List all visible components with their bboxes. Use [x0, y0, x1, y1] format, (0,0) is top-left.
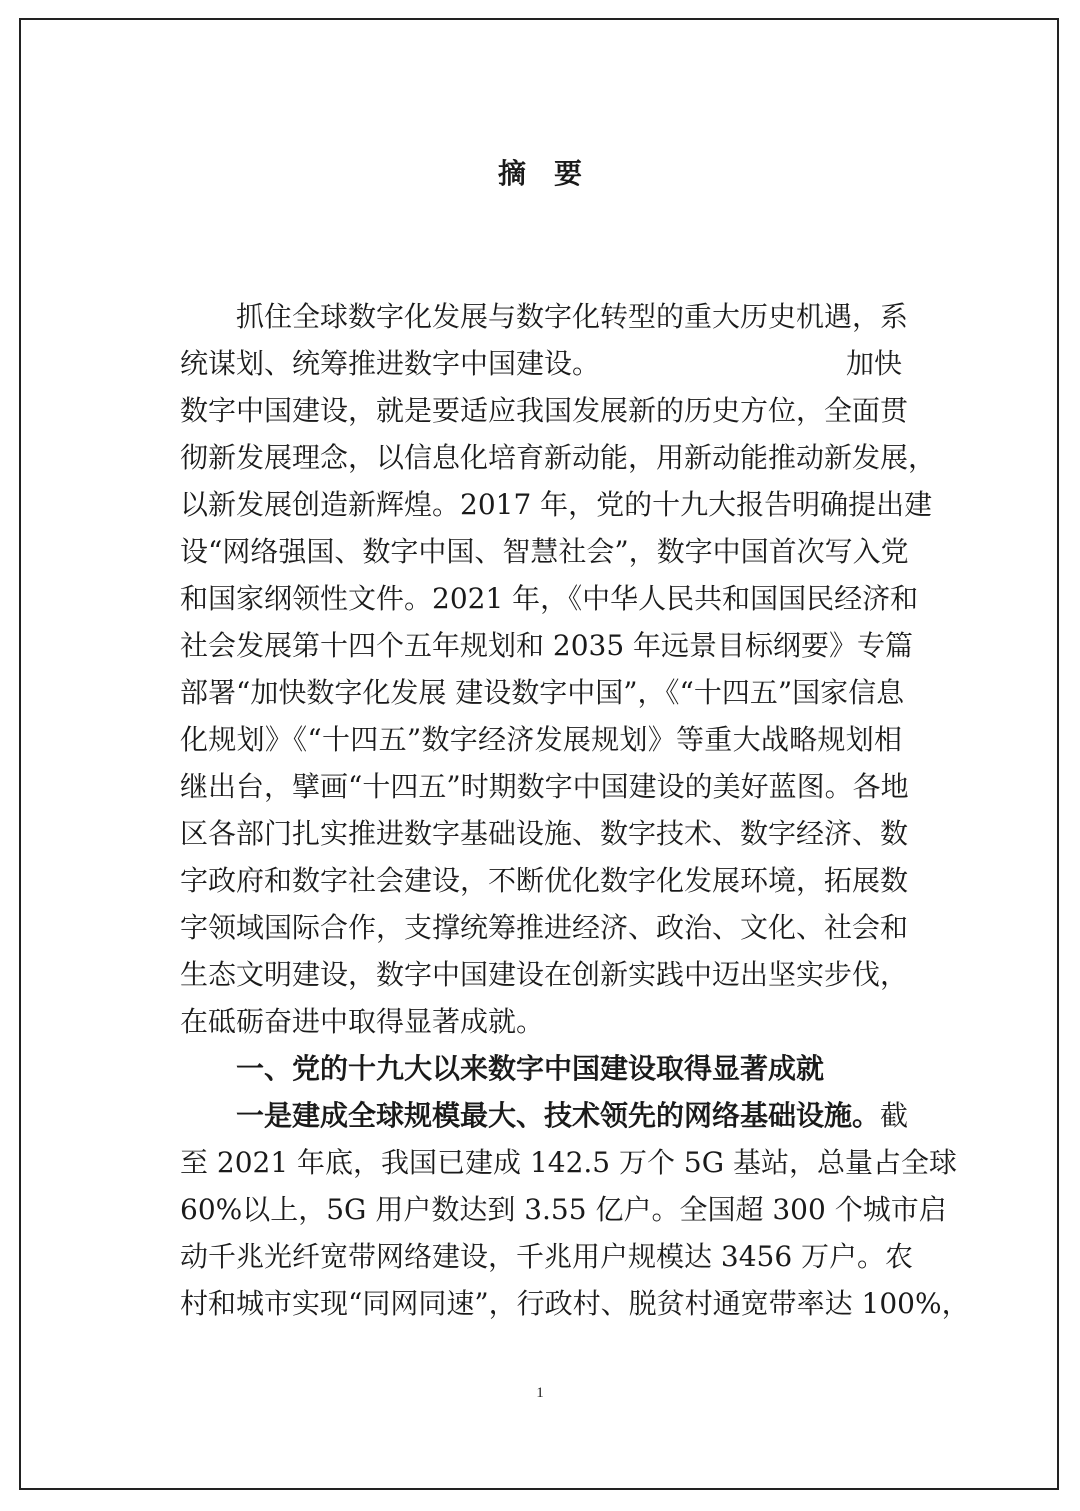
paragraph-line: 数字中国建设，就是要适应我国发展新的历史方位，全面贯 — [180, 394, 909, 427]
paragraph-line: 动千兆光纤宽带网络建设，千兆用户规模达 3456 万户。农 — [180, 1240, 914, 1273]
paragraph-line: 抓住全球数字化发展与数字化转型的重大历史机遇，系 — [236, 300, 909, 333]
paragraph-line-left: 统谋划、统筹推进数字中国建设。 — [180, 347, 601, 380]
paragraph-line: 区各部门扎实推进数字基础设施、数字技术、数字经济、数 — [180, 817, 909, 850]
paragraph-line-tail: 截 — [880, 1099, 909, 1132]
section-heading: 一、党的十九大以来数字中国建设取得显著成就 — [236, 1052, 825, 1085]
paragraph-lead-bold: 一是建成全球规模最大、技术领先的网络基础设施。 — [236, 1099, 881, 1132]
paragraph-line — [180, 340, 902, 387]
paragraph-line: 化规划》《“十四五”数字经济发展规划》等重大战略规划相 — [180, 723, 902, 756]
paragraph-line: 村和城市实现“同网同速”，行政村、脱贫村通宽带率达 100%， — [180, 1287, 970, 1320]
paragraph-line: 和国家纲领性文件。2021 年，《中华人民共和国国民经济和 — [180, 582, 919, 615]
paragraph-line: 以新发展创造新辉煌。2017 年，党的十九大报告明确提出建 — [180, 488, 933, 521]
paragraph-line: 部署“加快数字化发展 建设数字中国”，《“十四五”国家信息 — [180, 676, 905, 709]
paragraph-line: 60%以上，5G 用户数达到 3.55 亿户。全国超 300 个城市启 — [180, 1193, 947, 1226]
page-number: 1 — [536, 1385, 544, 1401]
paragraph-line: 生态文明建设，数字中国建设在创新实践中迈出坚实步伐， — [180, 958, 909, 991]
document-body — [180, 293, 970, 1327]
paragraph-line: 设“网络强国、数字中国、智慧社会”，数字中国首次写入党 — [180, 535, 909, 568]
paragraph-line: 在砥砺奋进中取得显著成就。 — [180, 1005, 545, 1038]
paragraph-line: 继出台，擘画“十四五”时期数字中国建设的美好蓝图。各地 — [180, 770, 909, 803]
paragraph-line: 字领域国际合作，支撑统筹推进经济、政治、文化、社会和 — [180, 911, 909, 944]
paragraph-line-right: 加快 — [845, 347, 902, 380]
paragraph-line: 社会发展第十四个五年规划和 2035 年远景目标纲要》专篇 — [180, 629, 914, 662]
paragraph-line: 彻新发展理念，以信息化培育新动能，用新动能推动新发展， — [180, 441, 937, 474]
paragraph-line — [180, 1092, 909, 1139]
page-title: 摘要 — [497, 157, 610, 190]
paragraph-line: 字政府和数字社会建设，不断优化数字化发展环境，拓展数 — [180, 864, 909, 897]
paragraph-line: 至 2021 年底，我国已建成 142.5 万个 5G 基站，总量占全球 — [180, 1146, 958, 1179]
